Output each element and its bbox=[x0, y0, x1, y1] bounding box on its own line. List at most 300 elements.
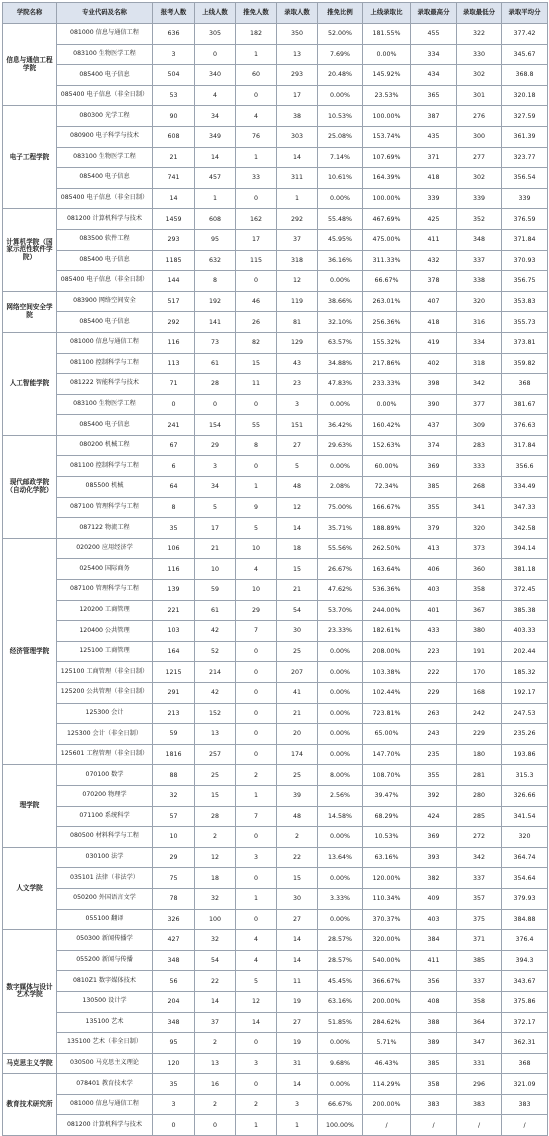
recommend-ratio-cell: 0.00% bbox=[318, 724, 363, 745]
max-score-cell: 229 bbox=[411, 683, 457, 704]
passed-cell: 2 bbox=[195, 1094, 236, 1115]
avg-score-cell: 326.66 bbox=[502, 785, 548, 806]
college-name-cell: 理学院 bbox=[3, 765, 57, 847]
table-row bbox=[3, 827, 548, 848]
min-score-cell: 373 bbox=[457, 538, 502, 559]
college-name-cell: 计算机学院（国家示范性软件学院） bbox=[3, 209, 57, 291]
major-cell: 085400 电子信息（非全日制） bbox=[57, 188, 153, 209]
applicants-cell: 517 bbox=[153, 291, 195, 312]
pass-admit-ratio-cell: 72.34% bbox=[363, 477, 411, 498]
avg-score-cell: 372.17 bbox=[502, 1012, 548, 1033]
max-score-cell: 411 bbox=[411, 229, 457, 250]
admitted-cell: 292 bbox=[277, 209, 318, 230]
admitted-cell: 48 bbox=[277, 477, 318, 498]
major-cell: 050200 外国语言文学 bbox=[57, 888, 153, 909]
passed-cell: 340 bbox=[195, 65, 236, 86]
major-cell: 070200 物理学 bbox=[57, 785, 153, 806]
avg-score-cell: 376.63 bbox=[502, 415, 548, 436]
max-score-cell: 432 bbox=[411, 250, 457, 271]
recommended-cell: 7 bbox=[236, 806, 277, 827]
table-row bbox=[3, 147, 548, 168]
passed-cell: 0 bbox=[195, 44, 236, 65]
recommend-ratio-cell: 55.48% bbox=[318, 209, 363, 230]
header-pass-admit-ratio: 上线录取比 bbox=[363, 3, 411, 24]
passed-cell: 28 bbox=[195, 374, 236, 395]
admitted-cell: 54 bbox=[277, 600, 318, 621]
pass-admit-ratio-cell: 166.67% bbox=[363, 497, 411, 518]
major-cell: 125100 工商管理（非全日制） bbox=[57, 662, 153, 683]
min-score-cell: 383 bbox=[457, 1094, 502, 1115]
recommended-cell: 11 bbox=[236, 374, 277, 395]
passed-cell: 28 bbox=[195, 806, 236, 827]
max-score-cell: 402 bbox=[411, 353, 457, 374]
table-row bbox=[3, 435, 548, 456]
admitted-cell: 43 bbox=[277, 353, 318, 374]
table-row bbox=[3, 888, 548, 909]
passed-cell: 141 bbox=[195, 312, 236, 333]
table-row bbox=[3, 909, 548, 930]
major-cell: 025400 国际商务 bbox=[57, 559, 153, 580]
major-cell: 0810Z1 数字媒体技术 bbox=[57, 971, 153, 992]
recommend-ratio-cell: 0.00% bbox=[318, 271, 363, 292]
applicants-cell: 95 bbox=[153, 1033, 195, 1054]
table-row bbox=[3, 724, 548, 745]
pass-admit-ratio-cell: 155.32% bbox=[363, 332, 411, 353]
pass-admit-ratio-cell: 63.16% bbox=[363, 847, 411, 868]
table-row bbox=[3, 353, 548, 374]
recommended-cell: 0 bbox=[236, 456, 277, 477]
pass-admit-ratio-cell: 108.70% bbox=[363, 765, 411, 786]
recommend-ratio-cell: 0.00% bbox=[318, 827, 363, 848]
recommended-cell: 60 bbox=[236, 65, 277, 86]
admitted-cell: 151 bbox=[277, 415, 318, 436]
applicants-cell: 741 bbox=[153, 168, 195, 189]
major-cell: 080300 光学工程 bbox=[57, 106, 153, 127]
max-score-cell: 388 bbox=[411, 1012, 457, 1033]
applicants-cell: 1816 bbox=[153, 744, 195, 765]
applicants-cell: 1215 bbox=[153, 662, 195, 683]
applicants-cell: 88 bbox=[153, 765, 195, 786]
recommended-cell: 0 bbox=[236, 744, 277, 765]
admitted-cell: 207 bbox=[277, 662, 318, 683]
min-score-cell: 281 bbox=[457, 765, 502, 786]
recommended-cell: 2 bbox=[236, 765, 277, 786]
table-row bbox=[3, 785, 548, 806]
pass-admit-ratio-cell: 200.00% bbox=[363, 1094, 411, 1115]
college-name-cell: 经济管理学院 bbox=[3, 538, 57, 765]
applicants-cell: 164 bbox=[153, 641, 195, 662]
min-score-cell: 191 bbox=[457, 641, 502, 662]
min-score-cell: 322 bbox=[457, 24, 502, 45]
pass-admit-ratio-cell: 536.36% bbox=[363, 580, 411, 601]
min-score-cell: 337 bbox=[457, 868, 502, 889]
pass-admit-ratio-cell: 107.69% bbox=[363, 147, 411, 168]
table-row bbox=[3, 106, 548, 127]
max-score-cell: 355 bbox=[411, 765, 457, 786]
avg-score-cell: 343.67 bbox=[502, 971, 548, 992]
min-score-cell: 334 bbox=[457, 332, 502, 353]
header-major: 专业代码及名称 bbox=[57, 3, 153, 24]
recommended-cell: 0 bbox=[236, 394, 277, 415]
applicants-cell: 29 bbox=[153, 847, 195, 868]
admitted-cell: 1 bbox=[277, 188, 318, 209]
admitted-cell: 350 bbox=[277, 24, 318, 45]
avg-score-cell: 327.59 bbox=[502, 106, 548, 127]
table-row bbox=[3, 847, 548, 868]
table-row bbox=[3, 1094, 548, 1115]
passed-cell: 5 bbox=[195, 497, 236, 518]
min-score-cell: 367 bbox=[457, 600, 502, 621]
min-score-cell: 375 bbox=[457, 909, 502, 930]
college-name-cell: 网络空间安全学院 bbox=[3, 291, 57, 332]
recommended-cell: 1 bbox=[236, 785, 277, 806]
min-score-cell: 371 bbox=[457, 930, 502, 951]
pass-admit-ratio-cell: 540.00% bbox=[363, 950, 411, 971]
recommend-ratio-cell: 10.61% bbox=[318, 168, 363, 189]
major-cell: 081100 控制科学与工程 bbox=[57, 456, 153, 477]
major-cell: 081222 智能科学与技术 bbox=[57, 374, 153, 395]
recommend-ratio-cell: 0.00% bbox=[318, 662, 363, 683]
max-score-cell: 392 bbox=[411, 785, 457, 806]
applicants-cell: 75 bbox=[153, 868, 195, 889]
avg-score-cell: 361.39 bbox=[502, 126, 548, 147]
passed-cell: 305 bbox=[195, 24, 236, 45]
table-row bbox=[3, 85, 548, 106]
passed-cell: 42 bbox=[195, 621, 236, 642]
admitted-cell: 21 bbox=[277, 703, 318, 724]
applicants-cell: 21 bbox=[153, 147, 195, 168]
recommend-ratio-cell: 47.83% bbox=[318, 374, 363, 395]
admitted-cell: 21 bbox=[277, 580, 318, 601]
max-score-cell: 382 bbox=[411, 868, 457, 889]
min-score-cell: 337 bbox=[457, 250, 502, 271]
major-cell: 087100 管理科学与工程 bbox=[57, 580, 153, 601]
table-row bbox=[3, 1053, 548, 1074]
passed-cell: 154 bbox=[195, 415, 236, 436]
recommend-ratio-cell: 28.57% bbox=[318, 930, 363, 951]
admitted-cell: 14 bbox=[277, 950, 318, 971]
applicants-cell: 144 bbox=[153, 271, 195, 292]
admitted-cell: 38 bbox=[277, 106, 318, 127]
admitted-cell: 129 bbox=[277, 332, 318, 353]
max-score-cell: 418 bbox=[411, 312, 457, 333]
major-cell: 083500 软件工程 bbox=[57, 229, 153, 250]
pass-admit-ratio-cell: 370.37% bbox=[363, 909, 411, 930]
table-row bbox=[3, 456, 548, 477]
table-row bbox=[3, 209, 548, 230]
admitted-cell: 5 bbox=[277, 456, 318, 477]
min-score-cell: 272 bbox=[457, 827, 502, 848]
min-score-cell: 170 bbox=[457, 662, 502, 683]
admitted-cell: 27 bbox=[277, 1012, 318, 1033]
avg-score-cell: 381.67 bbox=[502, 394, 548, 415]
admissions-table bbox=[2, 2, 548, 1136]
max-score-cell: 433 bbox=[411, 621, 457, 642]
min-score-cell: 348 bbox=[457, 229, 502, 250]
table-row bbox=[3, 930, 548, 951]
max-score-cell: 235 bbox=[411, 744, 457, 765]
avg-score-cell: 317.84 bbox=[502, 435, 548, 456]
passed-cell: 15 bbox=[195, 785, 236, 806]
applicants-cell: 6 bbox=[153, 456, 195, 477]
recommend-ratio-cell: 35.71% bbox=[318, 518, 363, 539]
admitted-cell: 20 bbox=[277, 724, 318, 745]
applicants-cell: 10 bbox=[153, 827, 195, 848]
min-score-cell: 341 bbox=[457, 497, 502, 518]
table-row bbox=[3, 477, 548, 498]
passed-cell: 32 bbox=[195, 930, 236, 951]
table-row bbox=[3, 662, 548, 683]
min-score-cell: 296 bbox=[457, 1074, 502, 1095]
max-score-cell: 339 bbox=[411, 188, 457, 209]
avg-score-cell: 394.3 bbox=[502, 950, 548, 971]
pass-admit-ratio-cell: 467.69% bbox=[363, 209, 411, 230]
pass-admit-ratio-cell: 152.63% bbox=[363, 435, 411, 456]
recommend-ratio-cell: 2.08% bbox=[318, 477, 363, 498]
avg-score-cell: 247.53 bbox=[502, 703, 548, 724]
min-score-cell: 385 bbox=[457, 950, 502, 971]
recommended-cell: 10 bbox=[236, 538, 277, 559]
recommended-cell: 55 bbox=[236, 415, 277, 436]
avg-score-cell: 379.93 bbox=[502, 888, 548, 909]
header-avg-score: 录取平均分 bbox=[502, 3, 548, 24]
min-score-cell: 352 bbox=[457, 209, 502, 230]
applicants-cell: 35 bbox=[153, 518, 195, 539]
major-cell: 083900 网络空间安全 bbox=[57, 291, 153, 312]
major-cell: 085400 电子信息 bbox=[57, 65, 153, 86]
applicants-cell: 35 bbox=[153, 1074, 195, 1095]
recommend-ratio-cell: 45.95% bbox=[318, 229, 363, 250]
admitted-cell: 293 bbox=[277, 65, 318, 86]
applicants-cell: 59 bbox=[153, 724, 195, 745]
table-row bbox=[3, 1074, 548, 1095]
max-score-cell: 403 bbox=[411, 909, 457, 930]
recommend-ratio-cell: 100.00% bbox=[318, 1115, 363, 1136]
recommend-ratio-cell: 0.00% bbox=[318, 1074, 363, 1095]
min-score-cell: 333 bbox=[457, 456, 502, 477]
recommend-ratio-cell: 0.00% bbox=[318, 744, 363, 765]
recommended-cell: 26 bbox=[236, 312, 277, 333]
applicants-cell: 78 bbox=[153, 888, 195, 909]
pass-admit-ratio-cell: 65.00% bbox=[363, 724, 411, 745]
pass-admit-ratio-cell: 114.29% bbox=[363, 1074, 411, 1095]
recommend-ratio-cell: 36.16% bbox=[318, 250, 363, 271]
table-row bbox=[3, 1012, 548, 1033]
passed-cell: 0 bbox=[195, 1115, 236, 1136]
pass-admit-ratio-cell: 217.86% bbox=[363, 353, 411, 374]
table-row bbox=[3, 168, 548, 189]
recommended-cell: 15 bbox=[236, 353, 277, 374]
recommend-ratio-cell: 0.00% bbox=[318, 456, 363, 477]
table-body bbox=[3, 24, 548, 1136]
major-cell: 120200 工商管理 bbox=[57, 600, 153, 621]
max-score-cell: 222 bbox=[411, 662, 457, 683]
admitted-cell: 41 bbox=[277, 683, 318, 704]
pass-admit-ratio-cell: 233.33% bbox=[363, 374, 411, 395]
pass-admit-ratio-cell: 263.01% bbox=[363, 291, 411, 312]
table-row bbox=[3, 291, 548, 312]
min-score-cell: 338 bbox=[457, 271, 502, 292]
table-row bbox=[3, 580, 548, 601]
recommend-ratio-cell: 3.33% bbox=[318, 888, 363, 909]
college-name-cell: 数字媒体与设计艺术学院 bbox=[3, 930, 57, 1054]
major-cell: 050300 新闻传播学 bbox=[57, 930, 153, 951]
pass-admit-ratio-cell: 182.61% bbox=[363, 621, 411, 642]
min-score-cell: 300 bbox=[457, 126, 502, 147]
max-score-cell: 393 bbox=[411, 847, 457, 868]
recommend-ratio-cell: 0.00% bbox=[318, 909, 363, 930]
avg-score-cell: 356.54 bbox=[502, 168, 548, 189]
avg-score-cell: 353.83 bbox=[502, 291, 548, 312]
recommend-ratio-cell: 0.00% bbox=[318, 188, 363, 209]
max-score-cell: 385 bbox=[411, 477, 457, 498]
recommend-ratio-cell: 52.00% bbox=[318, 24, 363, 45]
admitted-cell: 17 bbox=[277, 85, 318, 106]
recommended-cell: 82 bbox=[236, 332, 277, 353]
table-row bbox=[3, 188, 548, 209]
avg-score-cell: 403.33 bbox=[502, 621, 548, 642]
table-row bbox=[3, 559, 548, 580]
recommended-cell: 0 bbox=[236, 85, 277, 106]
recommended-cell: 76 bbox=[236, 126, 277, 147]
avg-score-cell: 202.44 bbox=[502, 641, 548, 662]
passed-cell: 608 bbox=[195, 209, 236, 230]
passed-cell: 152 bbox=[195, 703, 236, 724]
header-applicants: 报考人数 bbox=[153, 3, 195, 24]
college-name-cell: 教育技术研究所 bbox=[3, 1074, 57, 1136]
avg-score-cell: 355.73 bbox=[502, 312, 548, 333]
table-row bbox=[3, 971, 548, 992]
recommend-ratio-cell: 38.66% bbox=[318, 291, 363, 312]
pass-admit-ratio-cell: 475.00% bbox=[363, 229, 411, 250]
recommended-cell: 0 bbox=[236, 1074, 277, 1095]
recommended-cell: 7 bbox=[236, 621, 277, 642]
applicants-cell: 348 bbox=[153, 950, 195, 971]
recommended-cell: 29 bbox=[236, 600, 277, 621]
max-score-cell: 223 bbox=[411, 641, 457, 662]
table-row bbox=[3, 65, 548, 86]
admitted-cell: 3 bbox=[277, 1094, 318, 1115]
recommended-cell: 0 bbox=[236, 827, 277, 848]
min-score-cell: 364 bbox=[457, 1012, 502, 1033]
recommended-cell: 0 bbox=[236, 271, 277, 292]
admitted-cell: 15 bbox=[277, 559, 318, 580]
max-score-cell: 374 bbox=[411, 435, 457, 456]
admitted-cell: 1 bbox=[277, 1115, 318, 1136]
applicants-cell: 504 bbox=[153, 65, 195, 86]
avg-score-cell: 359.82 bbox=[502, 353, 548, 374]
admitted-cell: 27 bbox=[277, 909, 318, 930]
avg-score-cell: 383 bbox=[502, 1094, 548, 1115]
table-row bbox=[3, 518, 548, 539]
pass-admit-ratio-cell: 262.50% bbox=[363, 538, 411, 559]
table-row bbox=[3, 312, 548, 333]
recommend-ratio-cell: 13.64% bbox=[318, 847, 363, 868]
pass-admit-ratio-cell: 10.53% bbox=[363, 827, 411, 848]
table-row bbox=[3, 703, 548, 724]
header-admitted: 录取人数 bbox=[277, 3, 318, 24]
pass-admit-ratio-cell: 284.62% bbox=[363, 1012, 411, 1033]
avg-score-cell: 356.75 bbox=[502, 271, 548, 292]
recommend-ratio-cell: 63.57% bbox=[318, 332, 363, 353]
passed-cell: 14 bbox=[195, 147, 236, 168]
max-score-cell: 455 bbox=[411, 24, 457, 45]
recommended-cell: 0 bbox=[236, 868, 277, 889]
min-score-cell: 277 bbox=[457, 147, 502, 168]
passed-cell: 632 bbox=[195, 250, 236, 271]
min-score-cell: 276 bbox=[457, 106, 502, 127]
max-score-cell: 411 bbox=[411, 950, 457, 971]
passed-cell: 16 bbox=[195, 1074, 236, 1095]
recommended-cell: 9 bbox=[236, 497, 277, 518]
recommend-ratio-cell: 47.62% bbox=[318, 580, 363, 601]
min-score-cell: 316 bbox=[457, 312, 502, 333]
max-score-cell: 406 bbox=[411, 559, 457, 580]
applicants-cell: 120 bbox=[153, 1053, 195, 1074]
recommend-ratio-cell: 45.45% bbox=[318, 971, 363, 992]
pass-admit-ratio-cell: 164.39% bbox=[363, 168, 411, 189]
passed-cell: 59 bbox=[195, 580, 236, 601]
table-row bbox=[3, 250, 548, 271]
passed-cell: 0 bbox=[195, 394, 236, 415]
major-cell: 071100 系统科学 bbox=[57, 806, 153, 827]
pass-admit-ratio-cell: 244.00% bbox=[363, 600, 411, 621]
avg-score-cell: 368 bbox=[502, 374, 548, 395]
max-score-cell: 383 bbox=[411, 1094, 457, 1115]
avg-score-cell: 185.32 bbox=[502, 662, 548, 683]
passed-cell: 42 bbox=[195, 683, 236, 704]
table-row bbox=[3, 415, 548, 436]
pass-admit-ratio-cell: 723.81% bbox=[363, 703, 411, 724]
recommend-ratio-cell: 7.14% bbox=[318, 147, 363, 168]
applicants-cell: 292 bbox=[153, 312, 195, 333]
admitted-cell: 174 bbox=[277, 744, 318, 765]
pass-admit-ratio-cell: 103.38% bbox=[363, 662, 411, 683]
min-score-cell: 347 bbox=[457, 1033, 502, 1054]
max-score-cell: 263 bbox=[411, 703, 457, 724]
applicants-cell: 106 bbox=[153, 538, 195, 559]
header-college: 学院名称 bbox=[3, 3, 57, 24]
min-score-cell: / bbox=[457, 1115, 502, 1136]
applicants-cell: 3 bbox=[153, 44, 195, 65]
major-cell: 120400 公共管理 bbox=[57, 621, 153, 642]
major-cell: 080500 材料科学与工程 bbox=[57, 827, 153, 848]
recommended-cell: 182 bbox=[236, 24, 277, 45]
recommended-cell: 8 bbox=[236, 435, 277, 456]
max-score-cell: 384 bbox=[411, 930, 457, 951]
major-cell: 055200 新闻与传播 bbox=[57, 950, 153, 971]
admitted-cell: 311 bbox=[277, 168, 318, 189]
table-row bbox=[3, 126, 548, 147]
min-score-cell: 331 bbox=[457, 1053, 502, 1074]
major-cell: 125100 工商管理 bbox=[57, 641, 153, 662]
recommended-cell: 4 bbox=[236, 950, 277, 971]
table-row bbox=[3, 394, 548, 415]
recommended-cell: 4 bbox=[236, 559, 277, 580]
applicants-cell: 53 bbox=[153, 85, 195, 106]
major-cell: 085400 电子信息（非全日制） bbox=[57, 271, 153, 292]
table-row bbox=[3, 683, 548, 704]
applicants-cell: 90 bbox=[153, 106, 195, 127]
applicants-cell: 213 bbox=[153, 703, 195, 724]
recommended-cell: 10 bbox=[236, 580, 277, 601]
max-score-cell: 356 bbox=[411, 971, 457, 992]
admitted-cell: 81 bbox=[277, 312, 318, 333]
recommended-cell: 46 bbox=[236, 291, 277, 312]
header-recommended: 推免人数 bbox=[236, 3, 277, 24]
min-score-cell: 337 bbox=[457, 971, 502, 992]
admitted-cell: 25 bbox=[277, 641, 318, 662]
